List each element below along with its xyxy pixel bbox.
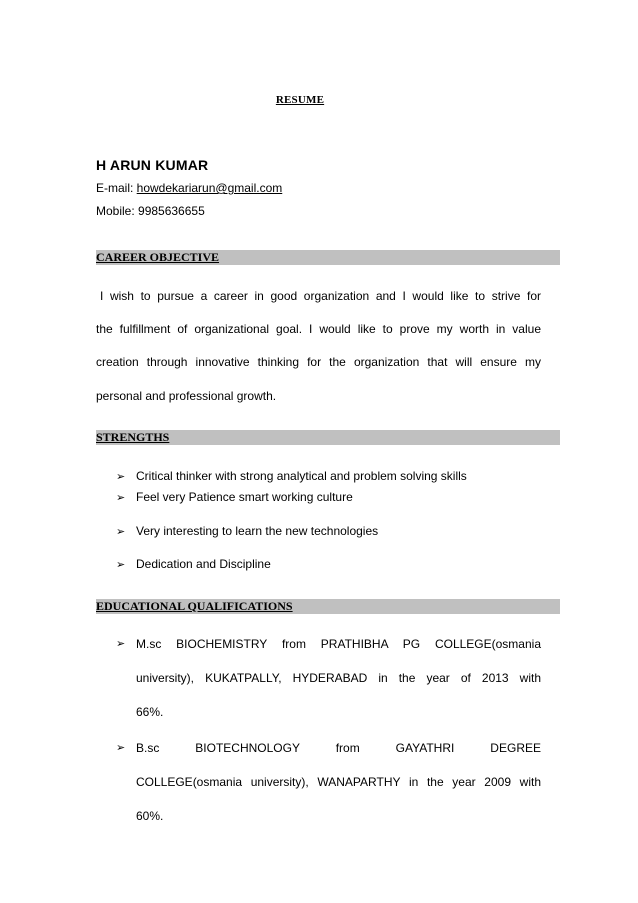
- email-link[interactable]: howdekariarun@gmail.com: [136, 181, 283, 195]
- strength-item-text: Very interesting to learn the new technologies: [136, 524, 379, 538]
- strength-item-text: Dedication and Discipline: [136, 557, 271, 571]
- arrow-bullet-icon: ➢: [116, 559, 126, 571]
- candidate-name: H ARUN KUMAR: [96, 157, 209, 173]
- email-label: E-mail:: [96, 181, 137, 195]
- arrow-bullet-icon: ➢: [116, 742, 126, 754]
- email-line: [96, 181, 282, 195]
- career-objective-heading-text: CAREER OBJECTIVE: [96, 250, 220, 264]
- education-item-1-line-2: university), KUKATPALLY, HYDERABAD in the year of 2013 with: [136, 671, 541, 685]
- education-heading-text: EDUCATIONAL QUALIFICATIONS: [96, 599, 293, 613]
- strength-item-text: Feel very Patience smart working culture: [136, 490, 353, 504]
- objective-line-2: [96, 322, 541, 336]
- mobile-line: Mobile: 9985636655: [96, 204, 205, 218]
- strengths-heading: [96, 430, 560, 445]
- objective-line-3: [96, 355, 541, 369]
- education-item-2-line-3: 60%.: [136, 809, 164, 823]
- arrow-bullet-icon: ➢: [116, 471, 126, 483]
- strength-item: [116, 490, 353, 505]
- strength-item: [116, 469, 467, 484]
- objective-line-2-text: the fulfillment of organizational goal. I would like to prove my worth in value: [96, 322, 541, 336]
- strength-item: [116, 557, 271, 572]
- arrow-bullet-icon: ➢: [116, 526, 126, 538]
- education-item-1-line-1: [116, 637, 541, 651]
- objective-line-1-text: I wish to pursue a career in good organization and I would like to strive for: [100, 289, 541, 303]
- objective-line-3-text: creation through innovative thinking for the organization that will ensure my: [96, 355, 541, 369]
- education-item-2-line-1: [116, 741, 541, 755]
- education-item-2-text-1: B.sc BIOTECHNOLOGY from GAYATHRI DEGREE: [136, 741, 541, 755]
- objective-line-4: personal and professional growth.: [96, 389, 277, 403]
- strength-item-text: Critical thinker with strong analytical and problem solving skills: [136, 469, 467, 483]
- education-item-2-line-2: COLLEGE(osmania university), WANAPARTHY in the year 2009 with: [136, 775, 541, 789]
- strengths-heading-text: STRENGTHS: [96, 430, 170, 444]
- education-heading: [96, 599, 560, 614]
- career-objective-heading: [96, 250, 560, 265]
- strength-item: [116, 524, 378, 539]
- arrow-bullet-icon: ➢: [116, 638, 126, 650]
- arrow-bullet-icon: ➢: [116, 492, 126, 504]
- document-title: RESUME: [275, 94, 325, 106]
- education-item-1-line-3: 66%.: [136, 705, 164, 719]
- objective-line-1: [100, 289, 541, 303]
- education-item-1-text-1: M.sc BIOCHEMISTRY from PRATHIBHA PG COLLEGE(osmania: [136, 637, 541, 651]
